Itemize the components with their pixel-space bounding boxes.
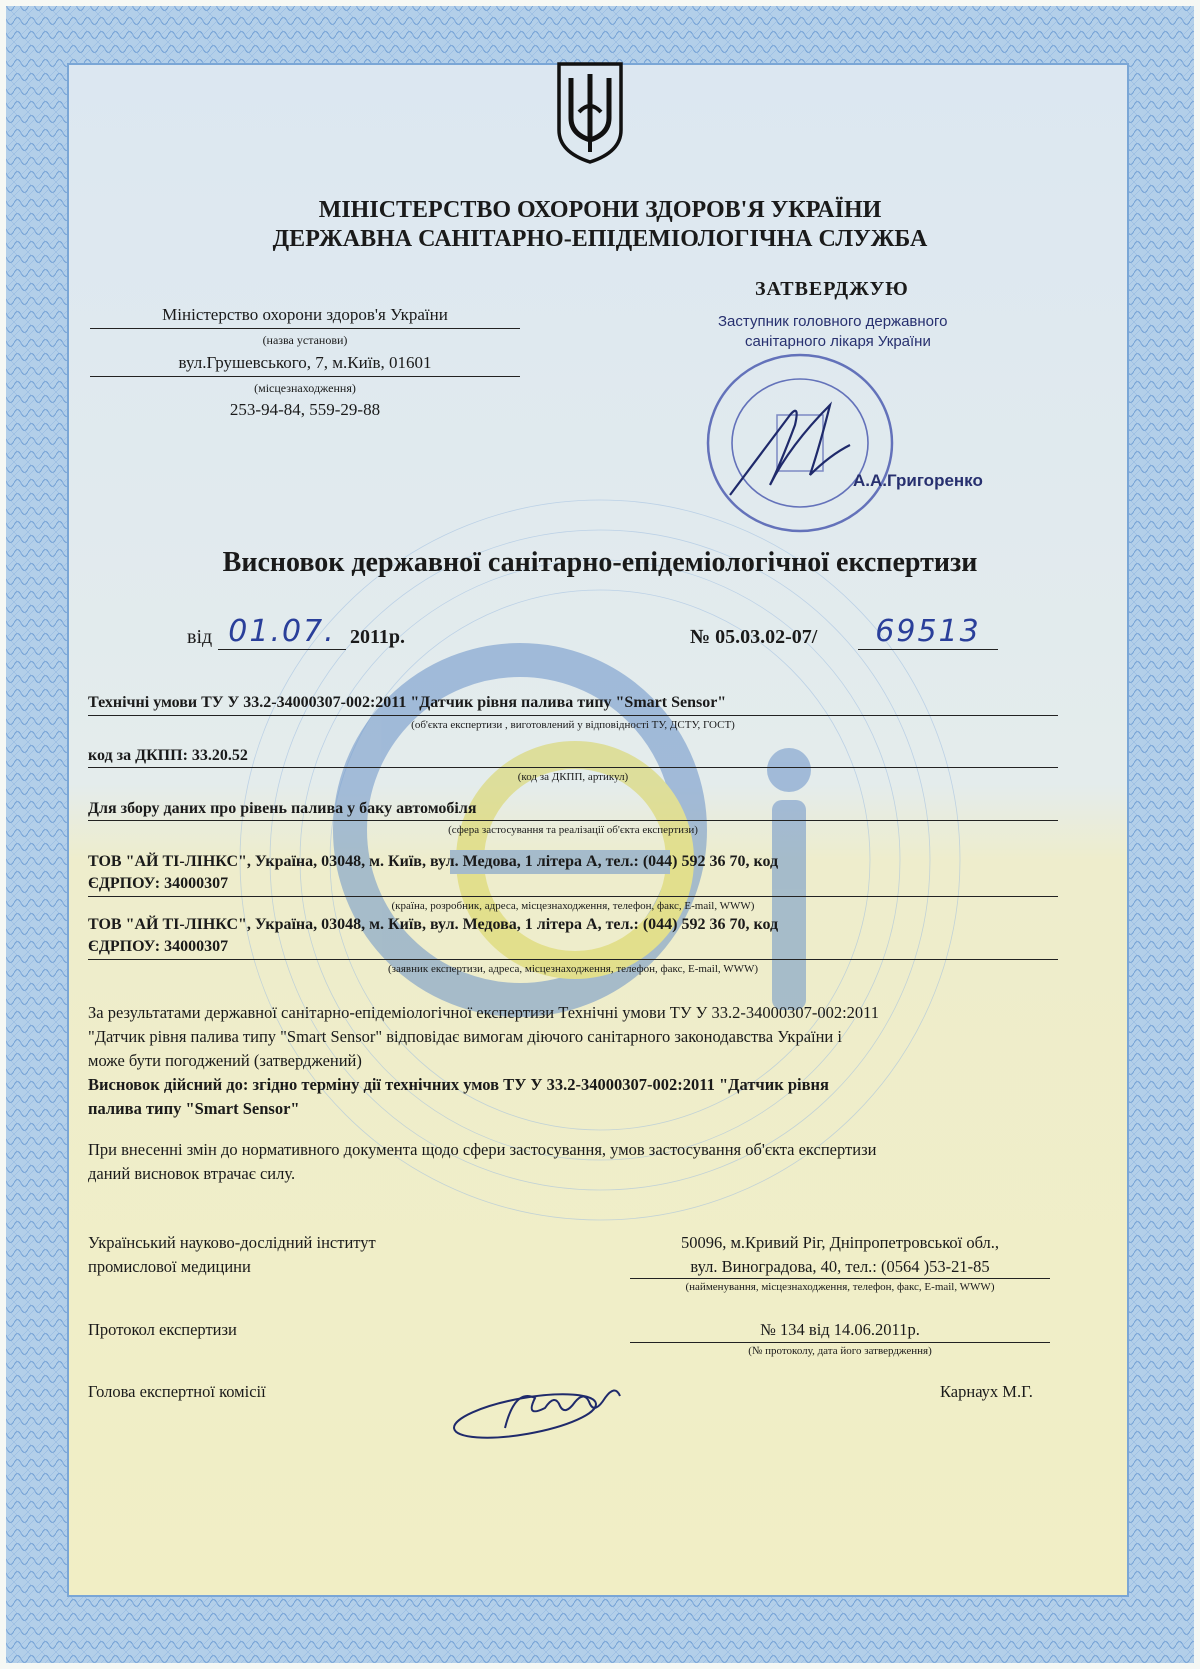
protocol-caption: (№ протоколу, дата його затвердження): [748, 1345, 932, 1357]
field-applicant-caption: (заявник експертизи, адреса, місцезнаходження, телефон, факс, E-mail, WWW): [387, 963, 759, 975]
institution-name-caption: (назва установи): [262, 333, 348, 347]
approval-position-line1: Заступник головного державного: [718, 313, 948, 330]
validity-line2: палива типу "Smart Sensor": [88, 1099, 300, 1118]
document-title: Висновок державної санітарно-епідеміологічної експертизи: [222, 547, 978, 578]
expert-address-line2: вул. Виноградова, 40, тел.: (0564 )53-21-85: [690, 1257, 990, 1276]
ministry-heading: МІНІСТЕРСТВО ОХОРОНИ ЗДОРОВ'Я УКРАЇНИ: [318, 197, 882, 223]
commission-name: Карнаух М.Г.: [940, 1382, 1033, 1401]
approval-signature: [720, 385, 860, 505]
approval-signer: А.А.Григоренко: [853, 471, 983, 490]
divider: [88, 820, 1058, 821]
field-code-caption: (код за ДКПП, артикул): [517, 771, 629, 783]
field-code: код за ДКПП: 33.20.52: [88, 747, 248, 764]
conclusion-line3: може бути погоджений (затверджений): [88, 1051, 362, 1070]
divider: [90, 376, 520, 377]
field-scope-caption: (сфера застосування та реалізації об'єкта експертизи): [448, 824, 698, 836]
protocol-value: № 134 від 14.06.2011р.: [760, 1320, 920, 1339]
date-prefix: від: [187, 626, 213, 648]
institution-address: вул.Грушевського, 7, м.Київ, 01601: [178, 353, 432, 372]
divider: [630, 1342, 1050, 1343]
expert-institution-line1: Український науково-дослідний інститут: [88, 1233, 376, 1252]
divider: [90, 328, 520, 329]
expert-institution-line2: промислової медицини: [88, 1257, 251, 1276]
field-scope: Для збору даних про рівень палива у баку автомобіля: [88, 800, 477, 817]
approval-position-line2: санітарного лікаря України: [745, 333, 931, 350]
service-heading: ДЕРЖАВНА САНІТАРНО-ЕПІДЕМІОЛОГІЧНА СЛУЖБА: [272, 226, 928, 252]
field-developer-caption: (країна, розробник, адреса, місцезнаходження, телефон, факс, E-mail, WWW): [391, 900, 755, 912]
institution-address-caption: (місцезнаходження): [254, 381, 356, 395]
date-value: 01.07.: [228, 614, 336, 649]
notice-line2: даний висновок втрачає силу.: [88, 1164, 296, 1183]
field-developer-line1: ТОВ "АЙ ТІ-ЛІНКС", Україна, 03048, м. Київ, вул. Медова, 1 літера А, тел.: (044) 592 36 70, код: [88, 853, 779, 870]
commission-label: Голова експертної комісії: [88, 1382, 266, 1401]
divider: [88, 896, 1058, 897]
date-suffix: 2011р.: [350, 626, 406, 648]
conclusion-line2: "Датчик рівня палива типу "Smart Sensor" відповідає вимогам діючого санітарного законодавства України і: [88, 1027, 842, 1046]
field-applicant-line2: ЄДРПОУ: 34000307: [88, 938, 229, 955]
expert-address-caption: (найменування, місцезнаходження, телефон, факс, E-mail, WWW): [685, 1281, 995, 1293]
notice-line1: При внесенні змін до нормативного документа щодо сфери застосування, умов застосування об'єкта експертизи: [88, 1140, 877, 1159]
field-object-caption: (об'єкта експертизи , виготовлений у відповідності ТУ, ДСТУ, ГОСТ): [411, 719, 735, 731]
validity-line1: Висновок дійсний до: згідно терміну дії технічних умов ТУ У 33.2-34000307-002:2011 "Датчик рівня: [88, 1075, 829, 1094]
divider: [88, 959, 1058, 960]
field-developer-line2: ЄДРПОУ: 34000307: [88, 875, 229, 892]
conclusion-line1: За результатами державної санітарно-епідеміологічної експертизи Технічні умови ТУ У 33.2-34000307-002:2011: [88, 1003, 880, 1022]
number-prefix: № 05.03.02-07/: [690, 626, 818, 648]
institution-phones: 253-94-84, 559-29-88: [229, 400, 381, 419]
protocol-label: Протокол експертизи: [88, 1320, 237, 1339]
number-value: 69513: [875, 614, 981, 649]
divider: [858, 649, 998, 650]
institution-name: Міністерство охорони здоров'я України: [162, 305, 448, 324]
commission-signature: [445, 1368, 645, 1448]
divider: [218, 649, 346, 650]
coat-of-arms-icon: [555, 60, 625, 166]
field-applicant-line1: ТОВ "АЙ ТІ-ЛІНКС", Україна, 03048, м. Київ, вул. Медова, 1 літера А, тел.: (044) 592 36 70, код: [88, 916, 779, 933]
divider: [88, 767, 1058, 768]
approval-title: ЗАТВЕРДЖУЮ: [755, 278, 909, 300]
field-object: Технічні умови ТУ У 33.2-34000307-002:2011 "Датчик рівня палива типу "Smart Sensor": [88, 694, 727, 711]
divider: [630, 1278, 1050, 1279]
expert-address-line1: 50096, м.Кривий Ріг, Дніпропетровської обл.,: [680, 1233, 1000, 1252]
divider: [88, 715, 1058, 716]
